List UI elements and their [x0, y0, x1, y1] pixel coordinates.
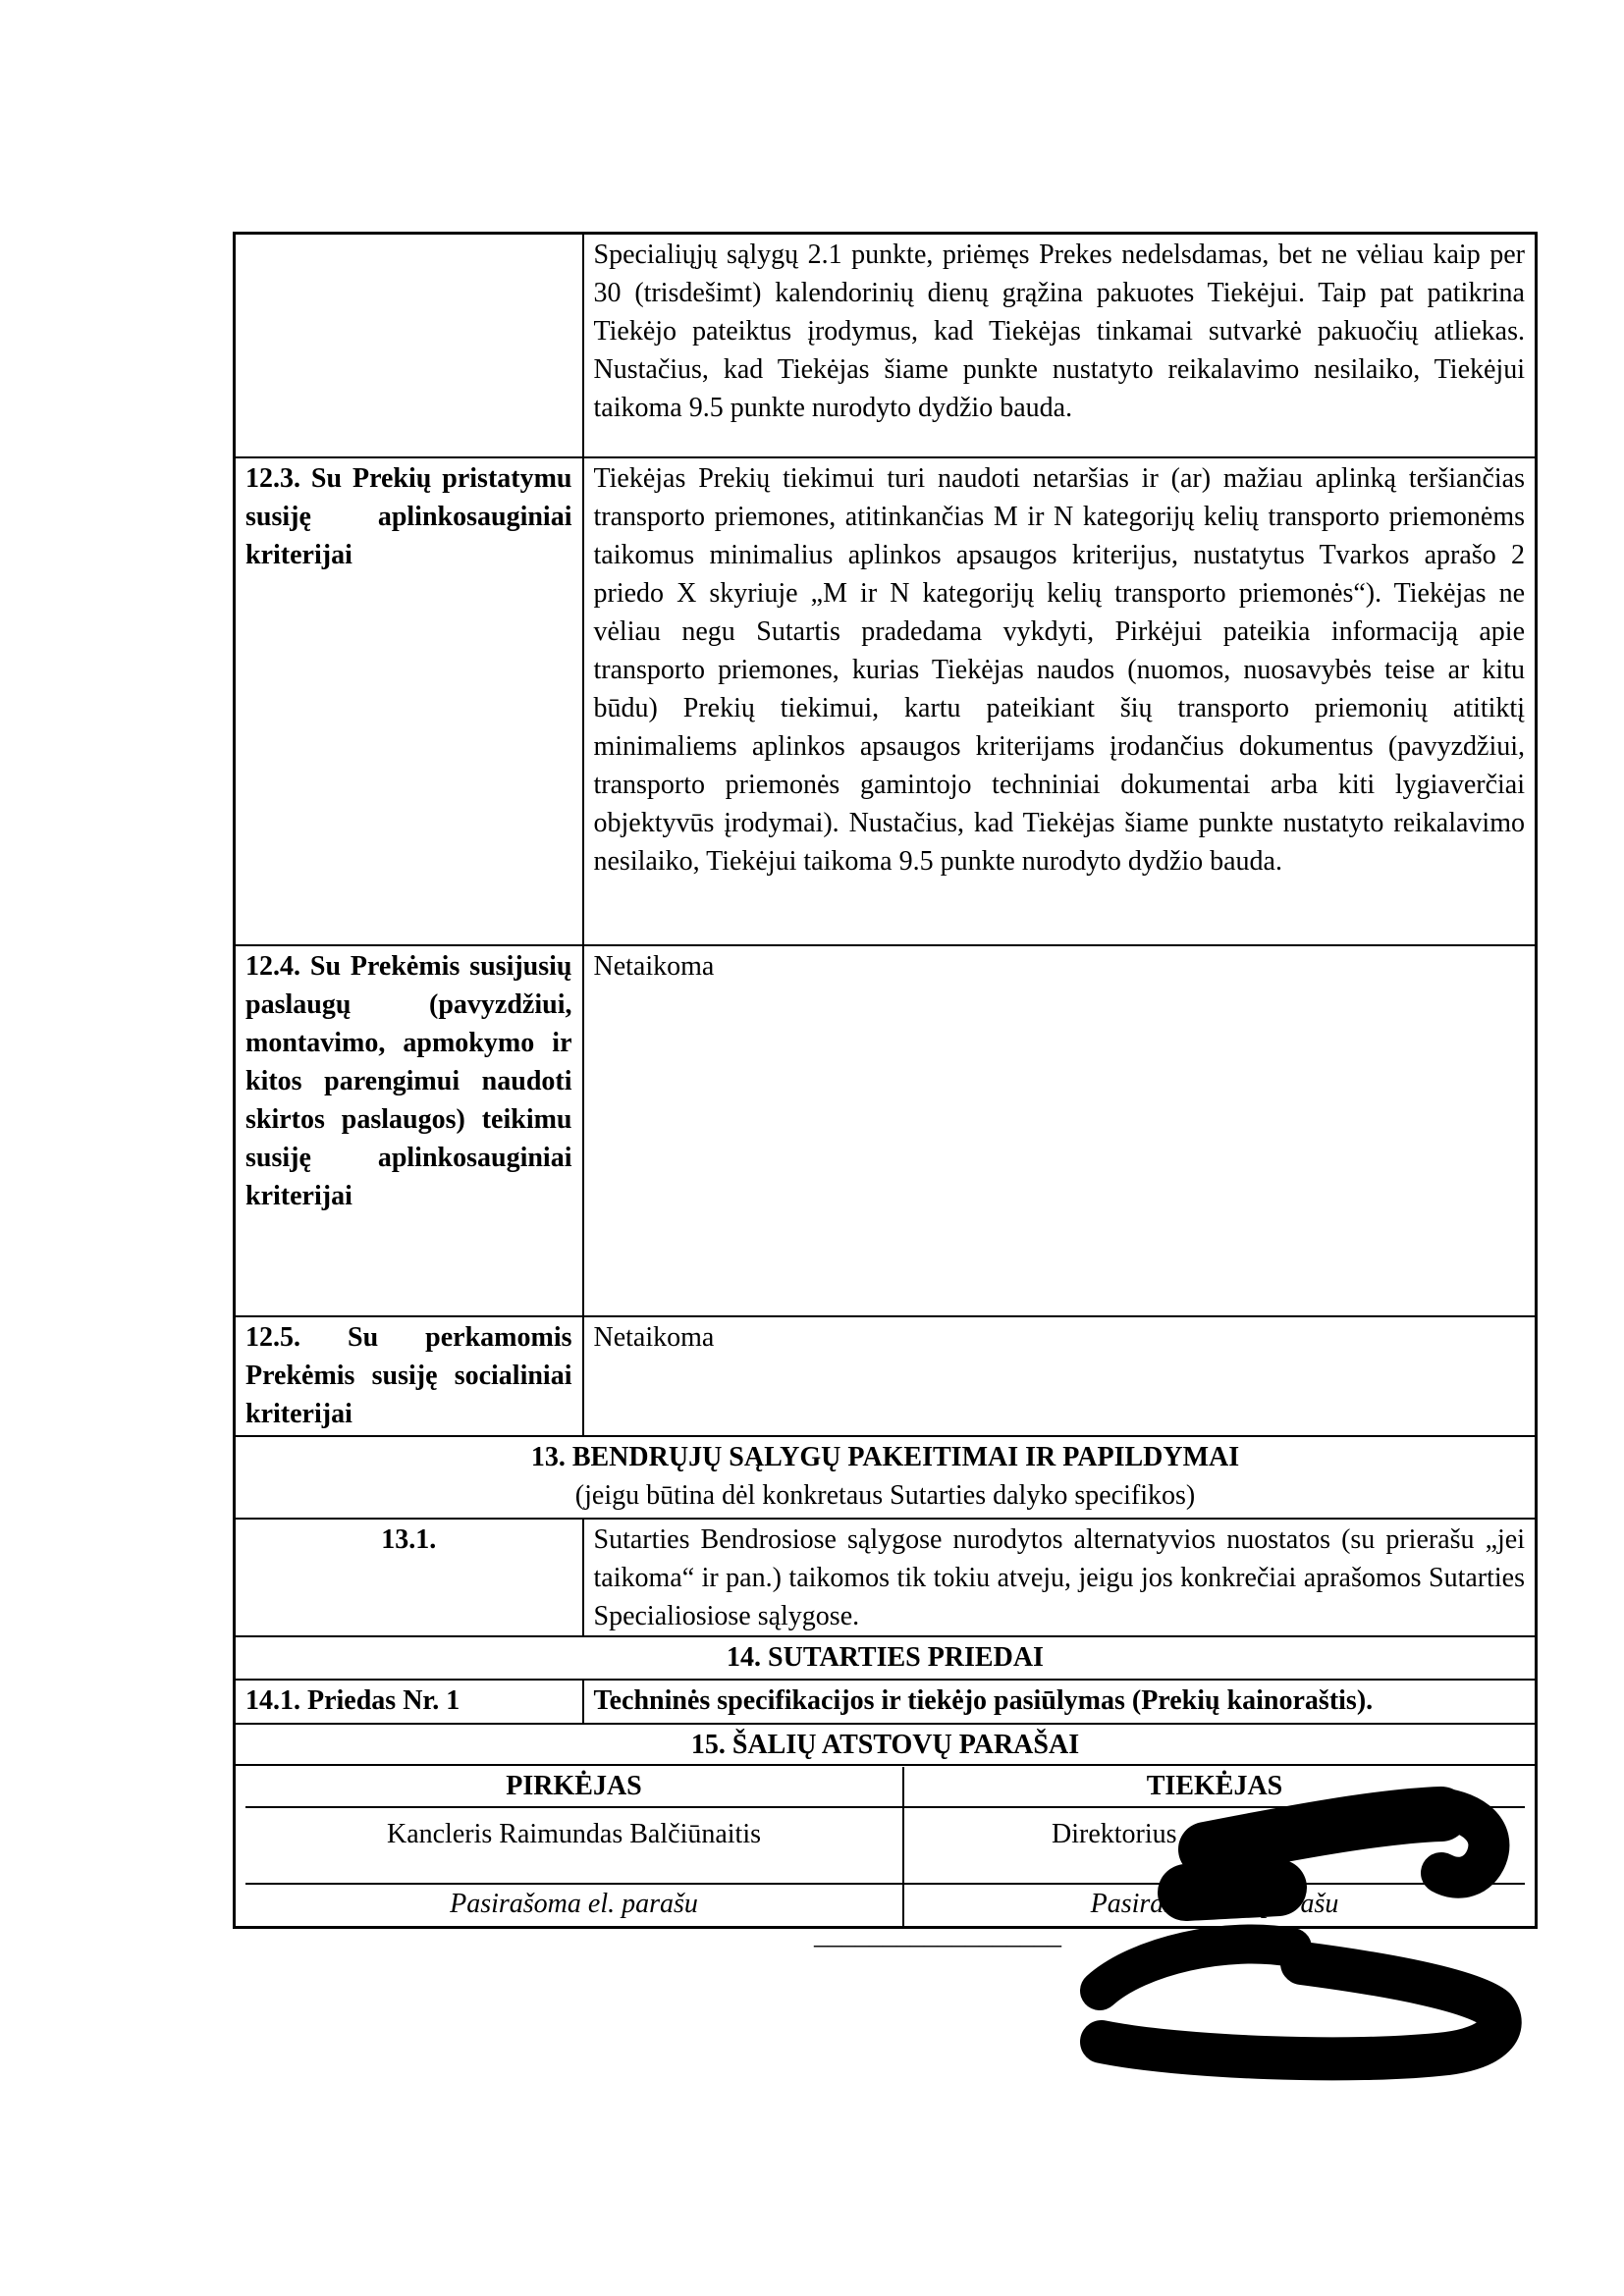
table-row [235, 457, 1537, 945]
row-13-1-body: Sutarties Bendrosiose sąlygose nurodytos alternatyvios nuostatos (su prierašu „jei taikoma“ ir pan.) taikomos tik tokiu atveju, jeigu jos konkrečiai aprašomos Sutarties Specialiosiose sąlygose. [583, 1519, 1537, 1636]
continued-row-body: Specialiųjų sąlygų 2.1 punkte, priėmęs Prekes nedelsdamas, bet ne vėliau kaip per 30 (trisdešimt) kalendorinių dienų grąžina pakuotes Tiekėjui. Taip pat patikrina Tiekėjo pateiktus įrodymus, kad Tiekėjas tinkamai sutvarkė pakuočių atliekas. Nustačius, kad Tiekėjas šiame punkte nustatyto reikalavimo nesilaiko, Tiekėjui taikoma 9.5 punkte nurodyto dydžio bauda. [583, 234, 1537, 457]
table-row [235, 1724, 1537, 1765]
row-14-1-label: 14.1. Priedas Nr. 1 [235, 1680, 583, 1724]
continued-row-empty-cell [235, 234, 583, 457]
table-row [235, 234, 1537, 457]
row-12-5-label: 12.5. Su perkamomis Prekėmis susiję socialiniai kriterijai [235, 1316, 583, 1436]
buyer-signing-note: Pasirašoma el. parašu [245, 1885, 904, 1926]
signature-line: __________________ [814, 1920, 1061, 1950]
row-12-3-label: 12.3. Su Prekių pristatymu susiję aplinkosauginiai kriterijai [235, 457, 583, 945]
row-13-1-number: 13.1. [235, 1519, 583, 1636]
section-13-subtitle: (jeigu būtina dėl konkretaus Sutarties dalyko specifikos) [574, 1479, 1196, 1511]
supplier-signing-note: Pasirašoma el. parašu [1090, 1888, 1339, 1919]
row-12-4-label: 12.4. Su Prekėmis susijusių paslaugų (pavyzdžiui, montavimo, apmokymo ir kitos parengimui naudoti skirtos paslaugos) teikimu susiję aplinkosauginiai kriterijai [235, 945, 583, 1316]
signature-redaction-scribble [1068, 1908, 1530, 2085]
buyer-party-header: PIRKĖJAS [245, 1767, 904, 1808]
contract-terms-table [233, 232, 1538, 1929]
table-row [235, 1436, 1537, 1519]
table-row [235, 1519, 1537, 1636]
row-12-5-body: Netaikoma [583, 1316, 1537, 1436]
buyer-representative-name: Kancleris Raimundas Balčiūnaitis [245, 1808, 904, 1885]
row-12-3-body: Tiekėjas Prekių tiekimui turi naudoti netaršias ir (ar) mažiau aplinką teršiančias transporto priemones, atitinkančias M ir N kategorijų kelių transporto priemonėms taikomus minimalius aplinkos apsaugos kriterijus, nustatytus Tvarkos aprašo 2 priedo X skyriuje „M ir N kategorijų kelių transporto priemonės“). Tiekėjas ne vėliau negu Sutartis pradedama vykdyti, Pirkėjui pateikia informaciją apie transporto priemones, kurias Tiekėjas naudos (nuomos, nuosavybės teise ar kitu būdu) Prekių tiekimui, kartu pateikiant šių transporto priemonių atitiktį minimaliems aplinkos apsaugos kriterijams įrodančius dokumentus (pavyzdžiui, transporto priemonės gamintojo techniniai dokumentai arba kiti lygiaverčiai objektyvūs įrodymai). Nustačius, kad Tiekėjas šiame punkte nustatyto reikalavimo nesilaiko, Tiekėjui taikoma 9.5 punkte nurodyto dydžio bauda. [583, 457, 1537, 945]
supplier-party-header: TIEKĖJAS [904, 1767, 1525, 1808]
table-row [235, 1316, 1537, 1436]
section-13-header [235, 1436, 1537, 1519]
table-row [235, 1680, 1537, 1724]
section-13-title: 13. BENDRŲJŲ SĄLYGŲ PAKEITIMAI IR PAPILDYMAI [530, 1441, 1240, 1472]
row-12-4-body: Netaikoma [583, 945, 1537, 1316]
table-row [235, 1636, 1537, 1680]
section-15-header: 15. ŠALIŲ ATSTOVŲ PARAŠAI [235, 1724, 1537, 1765]
section-14-header: 14. SUTARTIES PRIEDAI [235, 1636, 1537, 1680]
supplier-representative-title: Direktorius [904, 1808, 1525, 1885]
row-14-1-body: Techninės specifikacijos ir tiekėjo pasiūlymas (Prekių kainoraštis). [583, 1680, 1537, 1724]
table-row [235, 945, 1537, 1316]
